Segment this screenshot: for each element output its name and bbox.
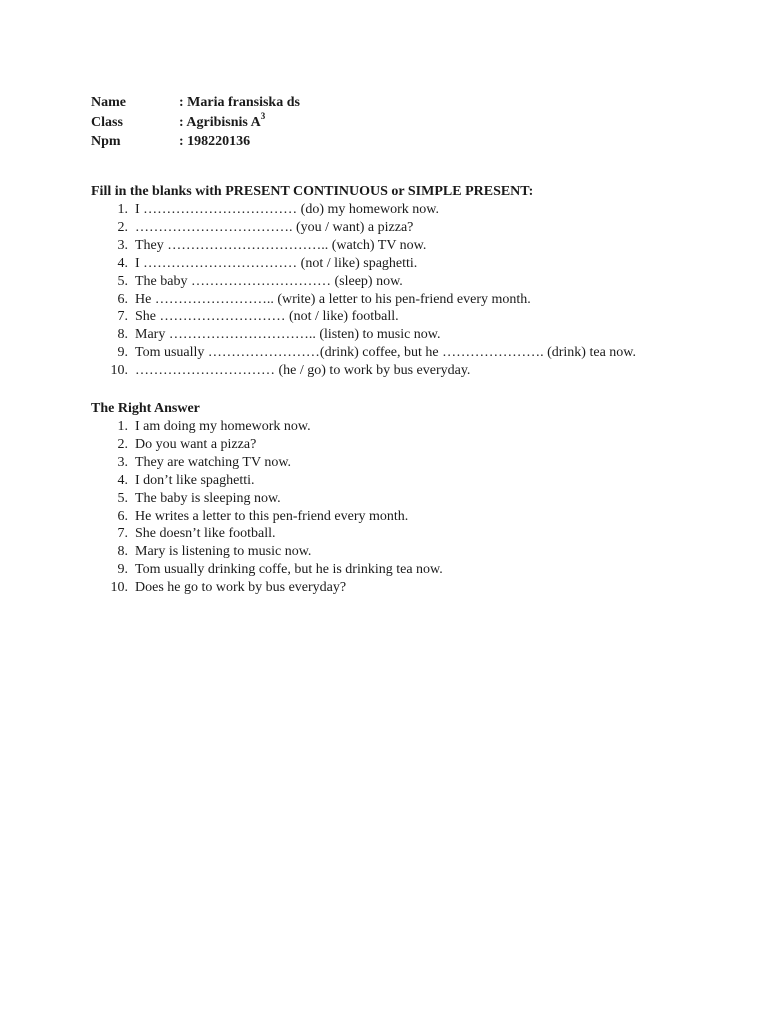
list-item	[91, 273, 636, 291]
item-text: ……………………………. (you / want) a pizza?	[135, 219, 414, 235]
item-text: The baby ………………………… (sleep) now.	[135, 273, 403, 289]
item-number: 6.	[117, 291, 128, 307]
list-item	[91, 418, 443, 436]
list-item	[91, 454, 443, 472]
item-number: 7.	[117, 309, 128, 325]
item-number: 8.	[117, 327, 128, 343]
item-text: Tom usually drinking coffe, but he is drinking tea now.	[135, 562, 443, 578]
item-number: 4.	[117, 255, 128, 271]
npm-value: : 198220136	[179, 134, 251, 149]
item-number: 1.	[117, 419, 128, 434]
list-item	[91, 344, 636, 362]
list-item	[91, 436, 443, 454]
list-item	[91, 525, 443, 543]
item-number: 1.	[117, 202, 128, 217]
list-item	[91, 543, 443, 561]
list-item	[91, 237, 636, 255]
item-text: Tom usually ……………………(drink) coffee, but he …………………. (drink) tea now.	[135, 345, 636, 361]
list-item	[91, 219, 636, 237]
name-row	[91, 93, 300, 113]
item-text: I am doing my homework now.	[135, 419, 311, 434]
item-text: Does he go to work by bus everyday?	[135, 580, 347, 596]
answers-title: The Right Answer	[91, 401, 200, 416]
item-number: 9.	[117, 345, 128, 361]
item-number: 10.	[110, 580, 128, 596]
item-number: 5.	[117, 273, 128, 289]
item-text: She ……………………… (not / like) football.	[135, 309, 399, 325]
exercise-list	[91, 201, 636, 380]
list-item	[91, 579, 443, 597]
list-item	[91, 255, 636, 273]
item-text: I …………………………… (not / like) spaghetti.	[135, 255, 418, 271]
item-text: They are watching TV now.	[135, 454, 292, 470]
class-value: : Agribisnis A	[179, 114, 261, 130]
list-item	[91, 508, 443, 526]
item-number: 8.	[117, 544, 128, 560]
class-row	[91, 110, 300, 133]
class-superscript: 3	[260, 110, 266, 121]
list-item	[91, 362, 636, 380]
answers-section	[91, 399, 443, 597]
class-label: Class	[91, 114, 123, 130]
item-text: Mary ………………………….. (listen) to music now.	[135, 327, 441, 343]
item-number: 9.	[117, 562, 128, 578]
item-text: He …………………….. (write) a letter to his pen-friend every month.	[135, 291, 531, 307]
student-info	[91, 93, 300, 152]
item-text: He writes a letter to this pen-friend every month.	[135, 508, 409, 524]
list-item	[91, 561, 443, 579]
item-text: Mary is listening to music now.	[135, 544, 312, 560]
item-text: I …………………………… (do) my homework now.	[135, 202, 439, 217]
npm-row	[91, 132, 300, 152]
item-number: 7.	[117, 526, 128, 542]
answers-list	[91, 418, 443, 597]
item-text: I don’t like spaghetti.	[135, 472, 255, 488]
list-item	[91, 472, 443, 490]
name-label: Name	[91, 95, 126, 110]
item-text: ………………………… (he / go) to work by bus everyday.	[135, 363, 471, 379]
item-text: She doesn’t like football.	[135, 526, 276, 542]
item-text: They …………………………….. (watch) TV now.	[135, 237, 427, 253]
item-text: The baby is sleeping now.	[135, 490, 281, 506]
class-value-wrap	[179, 110, 266, 133]
exercise-section	[91, 183, 636, 380]
item-number: 3.	[117, 237, 128, 253]
list-item	[91, 326, 636, 344]
item-number: 4.	[117, 472, 128, 488]
item-number: 2.	[117, 219, 128, 235]
name-value: : Maria fransiska ds	[179, 95, 300, 110]
list-item	[91, 308, 636, 326]
item-text: Do you want a pizza?	[135, 436, 257, 452]
list-item	[91, 490, 443, 508]
item-number: 3.	[117, 454, 128, 470]
list-item	[91, 291, 636, 309]
list-item	[91, 201, 636, 219]
item-number: 5.	[117, 490, 128, 506]
npm-label: Npm	[91, 134, 121, 149]
item-number: 10.	[110, 363, 128, 379]
exercise-title: Fill in the blanks with PRESENT CONTINUOUS or SIMPLE PRESENT:	[91, 184, 534, 199]
item-number: 2.	[117, 436, 128, 452]
item-number: 6.	[117, 508, 128, 524]
